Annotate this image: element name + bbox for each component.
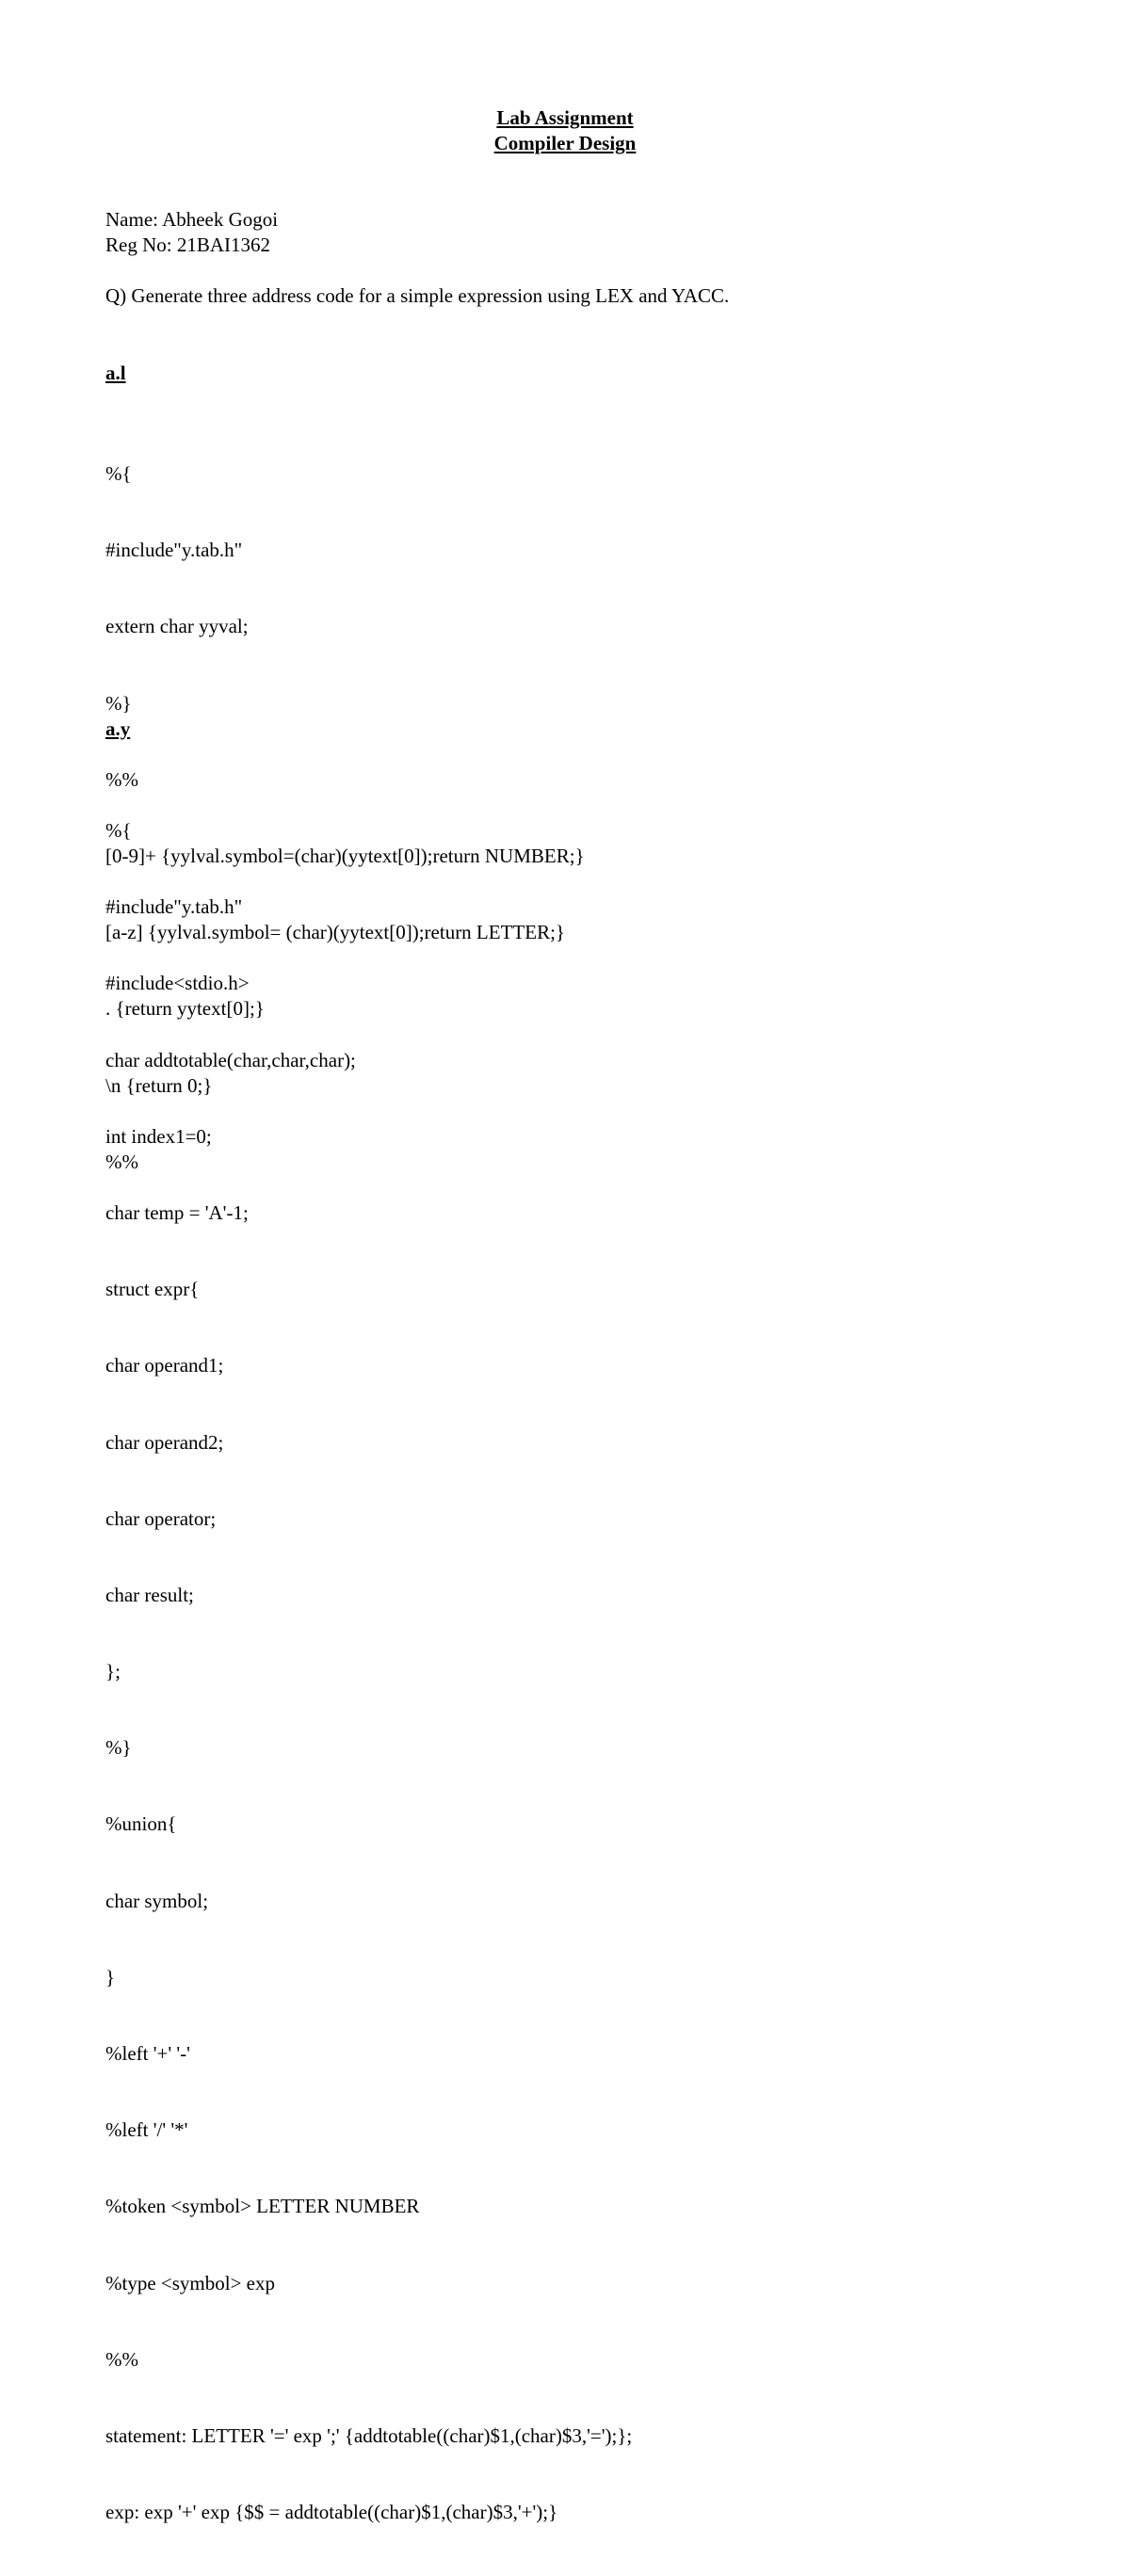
code-line: %left '+' '-': [105, 2042, 190, 2065]
code-line: %{: [105, 819, 132, 842]
code-line: #include<stdio.h>: [105, 972, 250, 995]
code-line: %%: [105, 1150, 138, 1173]
lex-file-heading: a.l: [105, 362, 126, 384]
code-line: #include"y.tab.h": [105, 895, 243, 919]
code-line: extern char yyval;: [105, 615, 249, 638]
yacc-file-heading: a.y: [105, 717, 131, 740]
code-line: char operand2;: [105, 1430, 224, 1454]
title-block: [0, 105, 1130, 156]
code-line: char temp = 'A'-1;: [105, 1200, 249, 1224]
code-line: . {return yytext[0];}: [105, 997, 265, 1021]
code-line: statement: LETTER '=' exp ';' {addtotable((char)$1,(char)$3,'=');};: [105, 2423, 633, 2447]
code-line: \n {return 0;}: [105, 1073, 213, 1097]
code-line: char operand1;: [105, 1354, 224, 1377]
code-line: [a-z] {yylval.symbol= (char)(yytext[0]);return LETTER;}: [105, 921, 565, 944]
code-line: #include"y.tab.h": [105, 539, 243, 562]
code-line: exp: exp '+' exp {$$ = addtotable((char)$1,(char)$3,'+');}: [105, 2501, 558, 2524]
code-line: int index1=0;: [105, 1124, 212, 1148]
code-line: %}: [105, 691, 132, 715]
document-title: Lab Assignment: [496, 106, 634, 129]
code-line: %union{: [105, 1812, 177, 1836]
code-line: }: [105, 1965, 116, 1988]
code-line: %}: [105, 1736, 132, 1760]
code-line: %{: [105, 462, 132, 485]
code-line: char result;: [105, 1583, 194, 1606]
yacc-code-block: [105, 767, 632, 2576]
code-line: char symbol;: [105, 1889, 209, 1912]
code-line: char addtotable(char,char,char);: [105, 1048, 356, 1071]
code-line: %%: [105, 767, 138, 791]
document-subtitle: Compiler Design: [493, 132, 637, 154]
code-line: %token <symbol> LETTER NUMBER: [105, 2195, 420, 2218]
code-line: %left '/' '*': [105, 2118, 188, 2142]
code-line: %%: [105, 2347, 138, 2371]
student-reg-no: Reg No: 21BAI1362: [105, 233, 270, 256]
code-line: [0-9]+ {yylval.symbol=(char)(yytext[0]);return NUMBER;}: [105, 844, 585, 867]
code-line: char operator;: [105, 1506, 217, 1530]
code-line: %type <symbol> exp: [105, 2271, 275, 2294]
student-name: Name: Abheek Gogoi: [105, 208, 279, 231]
question-text: Q) Generate three address code for a simple expression using LEX and YACC.: [105, 284, 730, 307]
code-line: struct expr{: [105, 1278, 200, 1301]
code-line: };: [105, 1660, 121, 1683]
